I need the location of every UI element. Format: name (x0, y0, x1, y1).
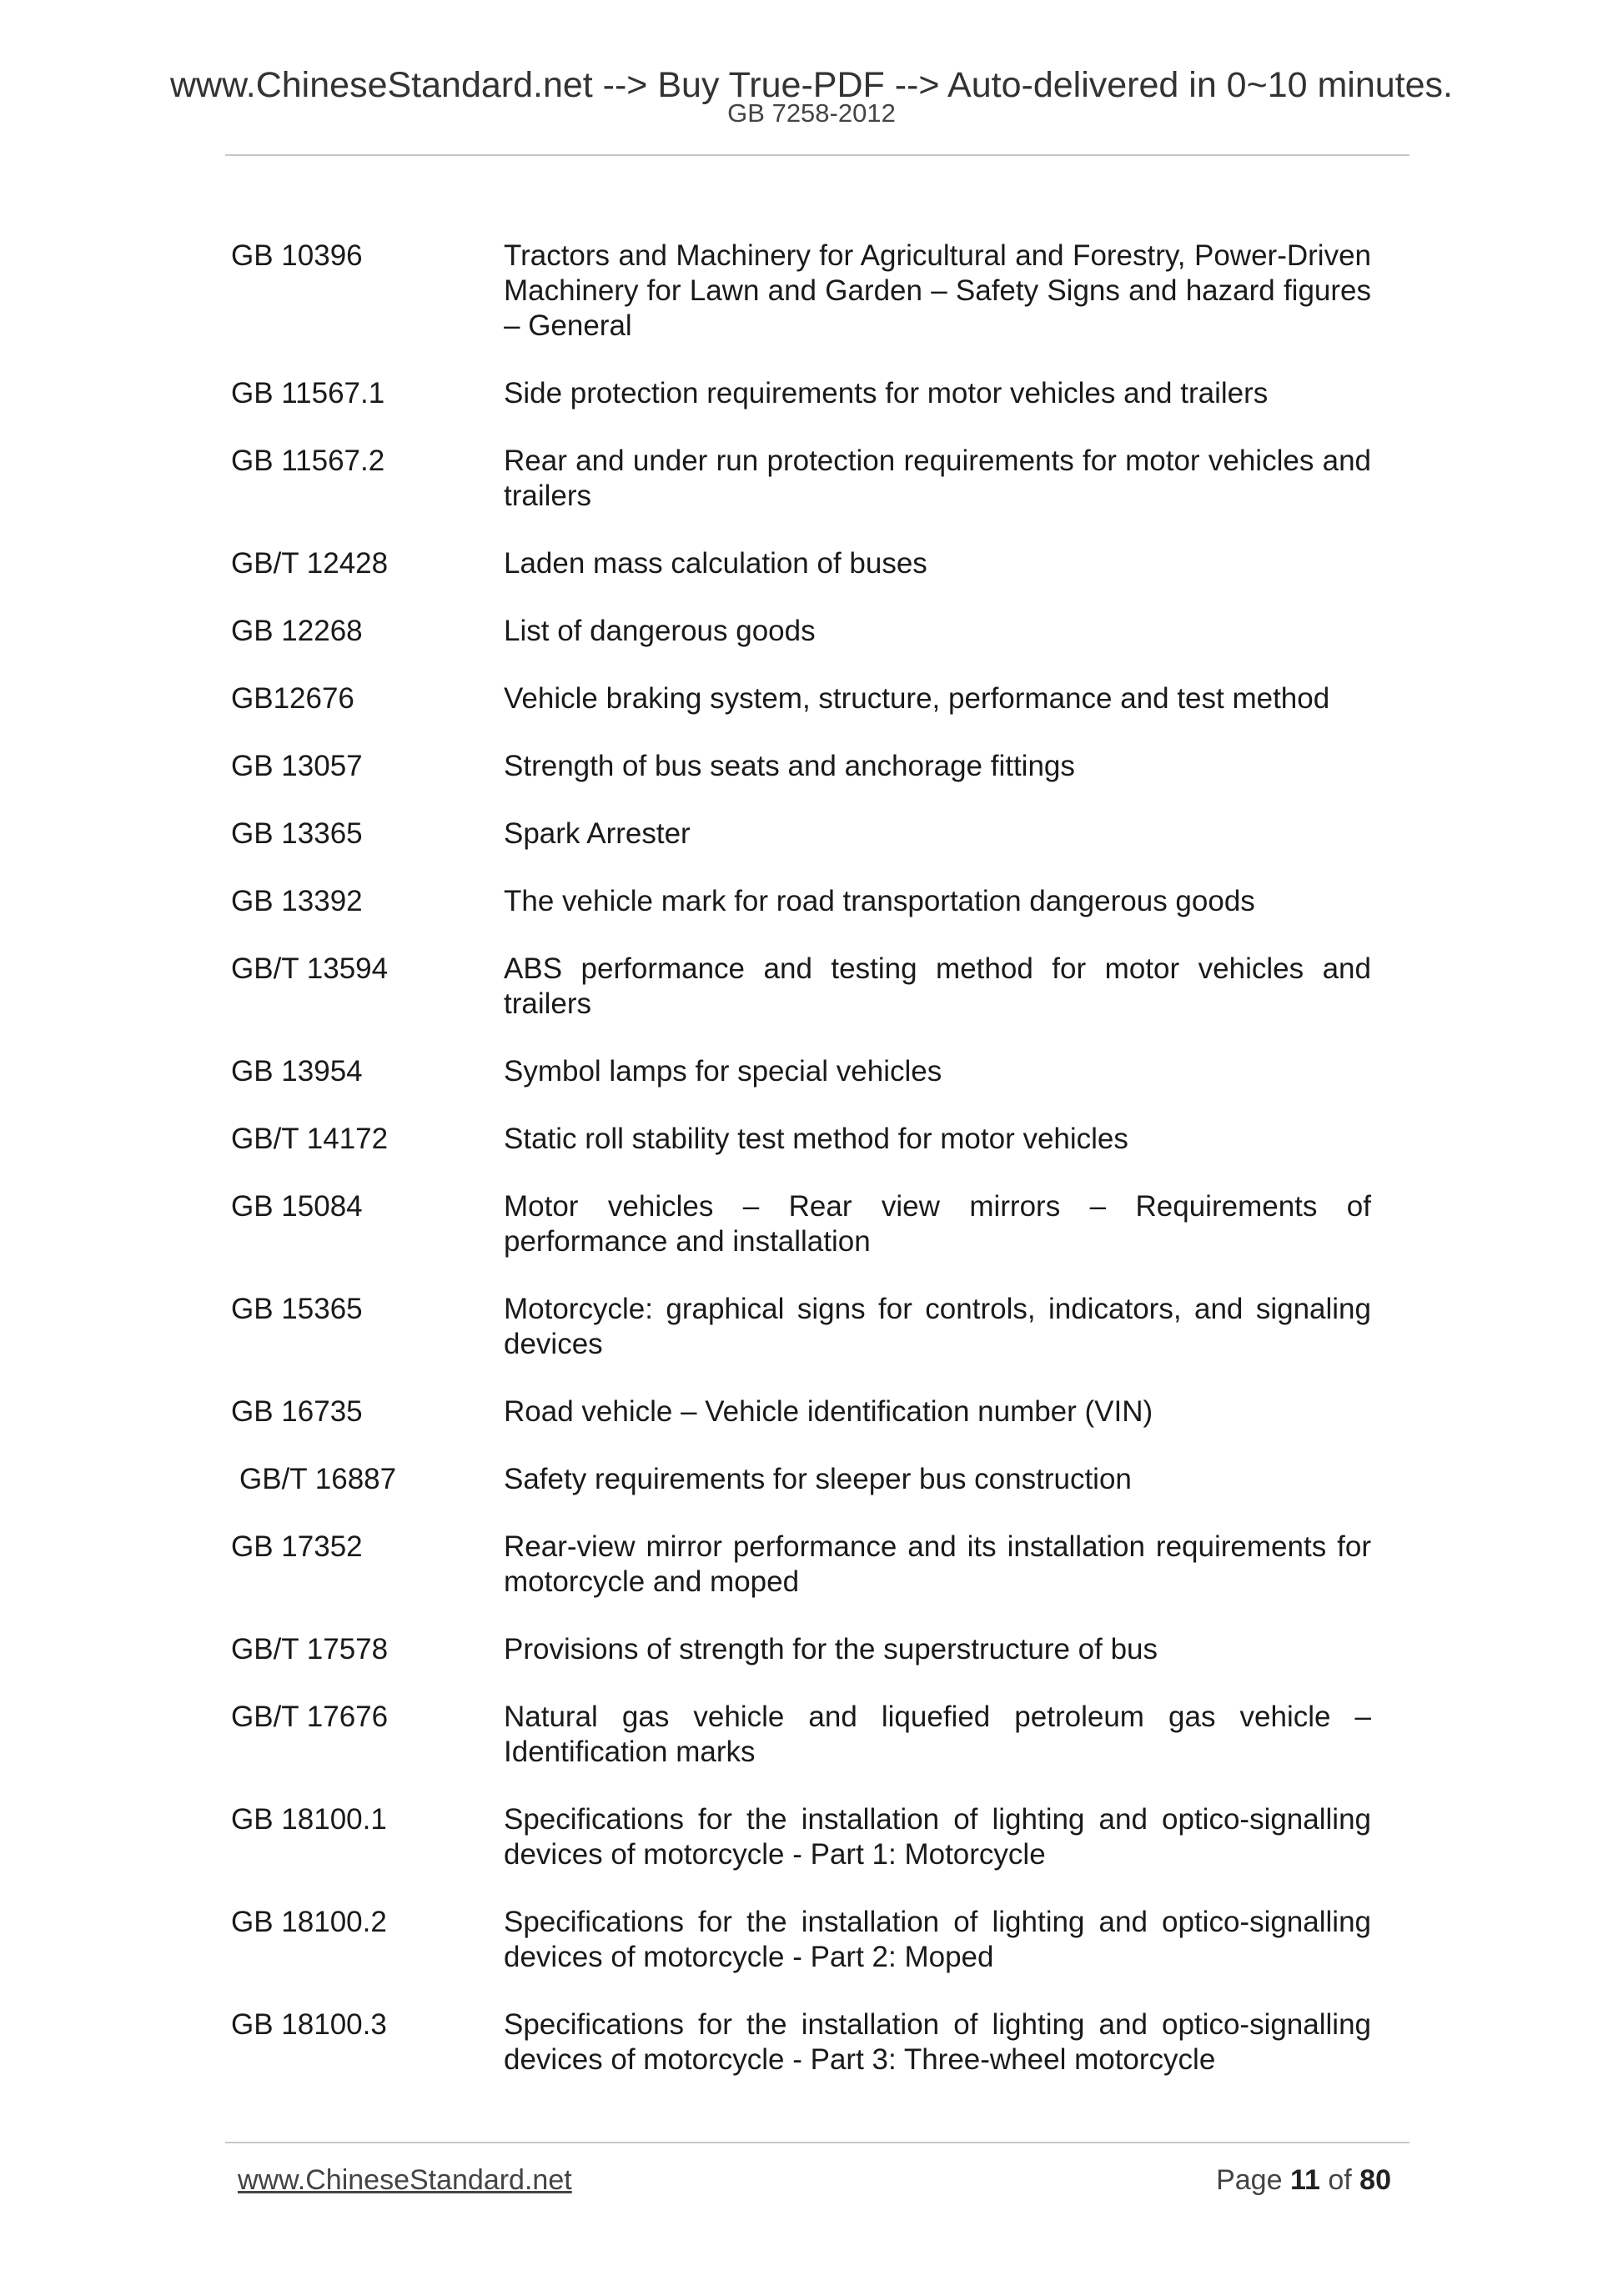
standard-title: Natural gas vehicle and liquefied petroleum gas vehicle – Identification marks (504, 1701, 1371, 1768)
standard-title: Provisions of strength for the superstructure of bus (504, 1633, 1158, 1665)
list-item (231, 952, 1374, 1022)
list-item (231, 1462, 1374, 1497)
standard-title: ABS performance and testing method for motor vehicles and trailers (504, 952, 1371, 1020)
standard-title: Strength of bus seats and anchorage fittings (504, 750, 1075, 782)
standard-title: Rear and under run protection requirements for motor vehicles and trailers (504, 445, 1371, 512)
list-item (231, 444, 1374, 514)
site-banner[interactable]: www.ChineseStandard.net --> Buy True-PDF --> Auto-delivered in 0~10 minutes. (169, 65, 1453, 105)
list-item (231, 1292, 1374, 1362)
standard-code: GB 11567.2 (231, 445, 385, 477)
standard-code: GB 10396 (231, 239, 363, 272)
standard-title: Tractors and Machinery for Agricultural and Forestry, Power-Driven Machinery for Lawn and Garden – Safety Signs and hazard figures – General (504, 239, 1371, 342)
list-item (231, 1905, 1374, 1975)
standard-code: GB 11567.1 (231, 377, 385, 409)
list-item (231, 2007, 1374, 2077)
standard-title: Road vehicle – Vehicle identification number (VIN) (504, 1395, 1153, 1428)
standard-code: GB/T 17578 (231, 1633, 389, 1665)
page-number (1216, 2163, 1391, 2197)
list-item (231, 1394, 1374, 1429)
standard-code: GB/T 13594 (231, 952, 389, 985)
standard-code: GB 16735 (231, 1395, 363, 1428)
page-label: Page (1216, 2164, 1283, 2196)
standard-code: GB 13057 (231, 750, 363, 782)
list-item (231, 1632, 1374, 1667)
list-item (231, 884, 1374, 919)
standard-code: GB12676 (231, 682, 354, 715)
header-divider (225, 154, 1409, 156)
standard-code: GB 13392 (231, 885, 363, 917)
standard-title: Symbol lamps for special vehicles (504, 1055, 942, 1088)
standard-title: Specifications for the installation of lighting and optico-signalling devices of motorcycle - Part 2: Moped (504, 1906, 1371, 1973)
standard-code: GB 18100.1 (231, 1803, 387, 1836)
standard-code: GB 17352 (231, 1530, 363, 1563)
standard-title: Motor vehicles – Rear view mirrors – Requirements of performance and installation (504, 1190, 1371, 1258)
list-item (231, 1700, 1374, 1770)
standard-title: Specifications for the installation of lighting and optico-signalling devices of motorcycle - Part 1: Motorcycle (504, 1803, 1371, 1871)
standard-title: Motorcycle: graphical signs for controls, indicators, and signaling devices (504, 1293, 1371, 1360)
list-item (231, 546, 1374, 581)
standard-code: GB 13365 (231, 817, 363, 850)
standard-code: GB 13954 (231, 1055, 363, 1088)
standard-code: GB/T 17676 (231, 1701, 389, 1733)
page-of-label: of (1328, 2164, 1352, 2196)
list-item (231, 1189, 1374, 1259)
standard-code: GB 18100.2 (231, 1906, 387, 1938)
list-item (231, 239, 1374, 344)
standard-code: GB 15084 (231, 1190, 363, 1223)
standard-code: GB/T 14172 (231, 1123, 389, 1155)
standard-title: Vehicle braking system, structure, performance and test method (504, 682, 1330, 715)
standard-title: The vehicle mark for road transportation dangerous goods (504, 885, 1255, 917)
standard-code: GB 12268 (231, 615, 363, 647)
page-current: 11 (1289, 2164, 1320, 2196)
list-item (231, 749, 1374, 784)
list-item (231, 1802, 1374, 1872)
standard-title: Spark Arrester (504, 817, 691, 850)
list-item (231, 1122, 1374, 1157)
list-item (231, 1054, 1374, 1089)
list-item (231, 614, 1374, 649)
list-item (231, 376, 1374, 411)
standard-code: GB 18100.3 (231, 2008, 387, 2041)
normative-references-list (231, 239, 1374, 2110)
standard-code: GB 15365 (231, 1293, 363, 1325)
list-item (231, 681, 1374, 716)
list-item (231, 1530, 1374, 1600)
page-total: 80 (1359, 2164, 1391, 2196)
standard-title: Laden mass calculation of buses (504, 547, 927, 580)
standard-title: Side protection requirements for motor vehicles and trailers (504, 377, 1269, 409)
footer-divider (225, 2142, 1409, 2143)
list-item (231, 816, 1374, 852)
standard-title: List of dangerous goods (504, 615, 816, 647)
footer-site-link[interactable]: www.ChineseStandard.net (238, 2164, 572, 2196)
standard-title: Static roll stability test method for motor vehicles (504, 1123, 1128, 1155)
document-code: GB 7258-2012 (727, 98, 896, 128)
standard-title: Safety requirements for sleeper bus construction (504, 1463, 1132, 1495)
standard-code: GB/T 16887 (239, 1463, 397, 1495)
standard-title: Rear-view mirror performance and its installation requirements for motorcycle and moped (504, 1530, 1371, 1598)
standard-title: Specifications for the installation of lighting and optico-signalling devices of motorcycle - Part 3: Three-wheel motorcycle (504, 2008, 1371, 2076)
standard-code: GB/T 12428 (231, 547, 389, 580)
